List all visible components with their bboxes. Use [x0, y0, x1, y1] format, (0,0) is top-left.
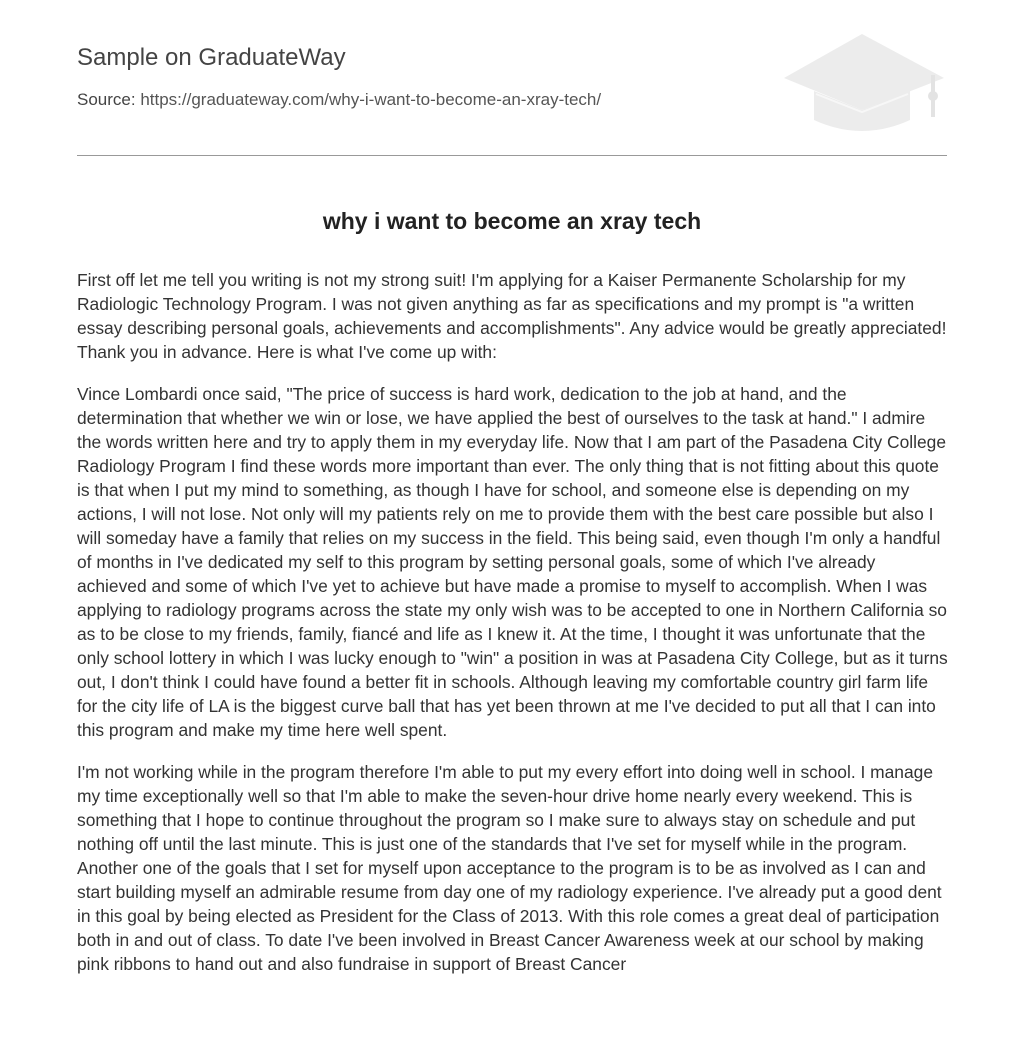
- essay-paragraph: First off let me tell you writing is not my strong suit! I'm applying for a Kaiser Permanente Scholarship for my Radiologic Technology Program. I was not given anything as far as specifications and my prompt is "a written essay describing personal goals, achievements and accomplishments". Any advice would be greatly appreciated! Thank you in advance. Here is what I've come up with:: [77, 270, 947, 362]
- site-title: Sample on GraduateWay: [77, 44, 346, 71]
- essay-paragraph: I'm not working while in the program therefore I'm able to put my every effort into doing well in school. I manage my time exceptionally well so that I'm able to make the seven-hour drive home nearly every weekend. This is something that I hope to continue throughout the program so I make sure to always stay on schedule and put nothing off until the last minute. This is just one of the standards that I've set for myself while in the program. Another one of the goals that I set for myself upon acceptance to the program is to be as involved as I can and start building myself an admirable resume from day one of my radiology experience. I've already put a good dent in this goal by being elected as President for the Class of 2013. With this role comes a great deal of participation both in and out of class. To date I've been involved in Breast Cancer Awareness week at our school by making pink ribbons to hand out and also fundraise in support of Breast Cancer: [77, 762, 942, 974]
- source-label: Source:: [77, 90, 136, 109]
- source-link[interactable]: https://graduateway.com/why-i-want-to-become-an-xray-tech/: [140, 90, 602, 109]
- essay-body: [77, 268, 949, 994]
- divider: [77, 155, 947, 156]
- essay-paragraph: Vince Lombardi once said, "The price of success is hard work, dedication to the job at hand, and the determination that whether we win or lose, we have applied the best of ourselves to the task at hand." I admire the words written here and try to apply them in my everyday life. Now that I am part of the Pasadena City College Radiology Program I find these words more important than ever. The only thing that is not fitting about this quote is that when I put my mind to something, as though I have for school, and someone else is depending on my actions, I will not lose. Not only will my patients rely on me to provide them with the best care possible but also I will someday have a family that relies on my success in the field. This being said, even though I'm only a handful of months in I've dedicated my self to this program by setting personal goals, some of which I've already achieved and some of which I've yet to achieve but have made a promise to myself to accomplish. When I was applying to radiology programs across the state my only wish was to be accepted to one in Northern California so as to be close to my friends, family, fiancé and life as I knew it. At the time, I thought it was unfortunate that the only school lottery in which I was lucky enough to "win" a position in was at Pasadena City College, but as it turns out, I don't think I could have found a better fit in schools. Although leaving my comfortable country girl farm life for the city life of LA is the biggest curve ball that has yet been thrown at me I've decided to put all that I can into this program and make my time here well spent.: [77, 384, 948, 740]
- essay-title: why i want to become an xray tech: [322, 208, 702, 234]
- graduation-cap-icon: [780, 30, 946, 132]
- source-line: [77, 89, 601, 111]
